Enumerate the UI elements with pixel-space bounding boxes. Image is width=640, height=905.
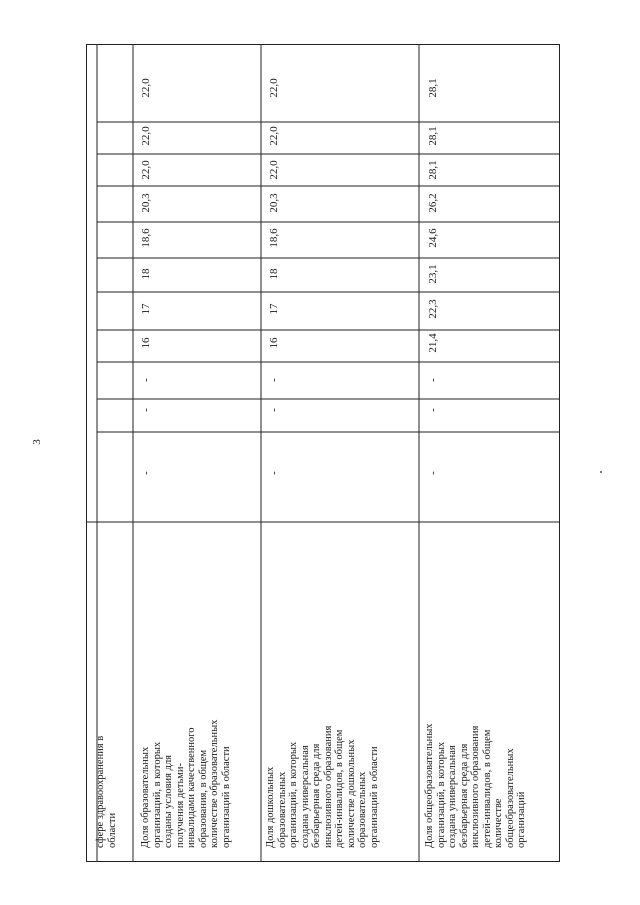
value-cell: 17	[268, 303, 280, 315]
value-cell: -	[140, 408, 152, 412]
value-cell: 22,0	[140, 160, 152, 180]
value-cell: 16	[268, 337, 280, 349]
value-cell: 28,1	[427, 160, 439, 180]
value-cell: 22,0	[268, 78, 280, 98]
value-cell: -	[268, 408, 280, 412]
page-number: 3	[30, 439, 43, 445]
value-cell: 18	[268, 268, 280, 280]
value-cell: -	[427, 408, 439, 412]
value-cell: -	[140, 471, 152, 475]
row-label-health: сфере здравоохранения в области	[95, 735, 118, 848]
value-cell: 22,3	[427, 299, 439, 319]
row-label-general-edu-orgs: Доля общеобразовательных организаций, в которых создана универсальная безбарьерная среда для инклюзивного образования детей-инвалидов, в общем количестве общеобразовательных организаций	[424, 723, 527, 848]
value-cell: 28,1	[427, 126, 439, 146]
value-cell: 17	[140, 303, 152, 315]
value-cell: 20,3	[140, 193, 152, 213]
value-cell: 22,0	[268, 126, 280, 146]
value-cell: 16	[140, 337, 152, 349]
value-cell: 26,2	[427, 193, 439, 213]
value-cell: -	[427, 471, 439, 475]
value-cell: 23,1	[427, 264, 439, 284]
value-cell: -	[268, 471, 280, 475]
value-cell: 22,0	[140, 126, 152, 146]
value-cell: 18,6	[268, 228, 280, 248]
value-cell: 22,0	[268, 160, 280, 180]
value-cell: -	[268, 378, 280, 382]
scan-speck	[600, 471, 602, 473]
value-cell: 20,3	[268, 193, 280, 213]
value-cell: 28,1	[427, 78, 439, 98]
value-cell: 22,0	[140, 78, 152, 98]
value-cell: -	[140, 378, 152, 382]
row-label-preschool-orgs: Доля дошкольных образовательных организаций, в которых создана универсальная безбарьерная среда для инклюзивного образования детей-инвалидов, в общем количестве дошкольных образовательных организаций в области	[265, 725, 380, 848]
row-label-educational-orgs: Доля образовательных организаций, в которых созданы условия для получения детьми- инвалидами качественного образования, в общем количестве образовательных организаций в области	[140, 719, 232, 848]
value-cell: 18	[140, 268, 152, 280]
value-cell: 18,6	[140, 228, 152, 248]
value-cell: 24,6	[427, 228, 439, 248]
value-cell: 21,4	[427, 333, 439, 353]
value-cell: -	[427, 378, 439, 382]
